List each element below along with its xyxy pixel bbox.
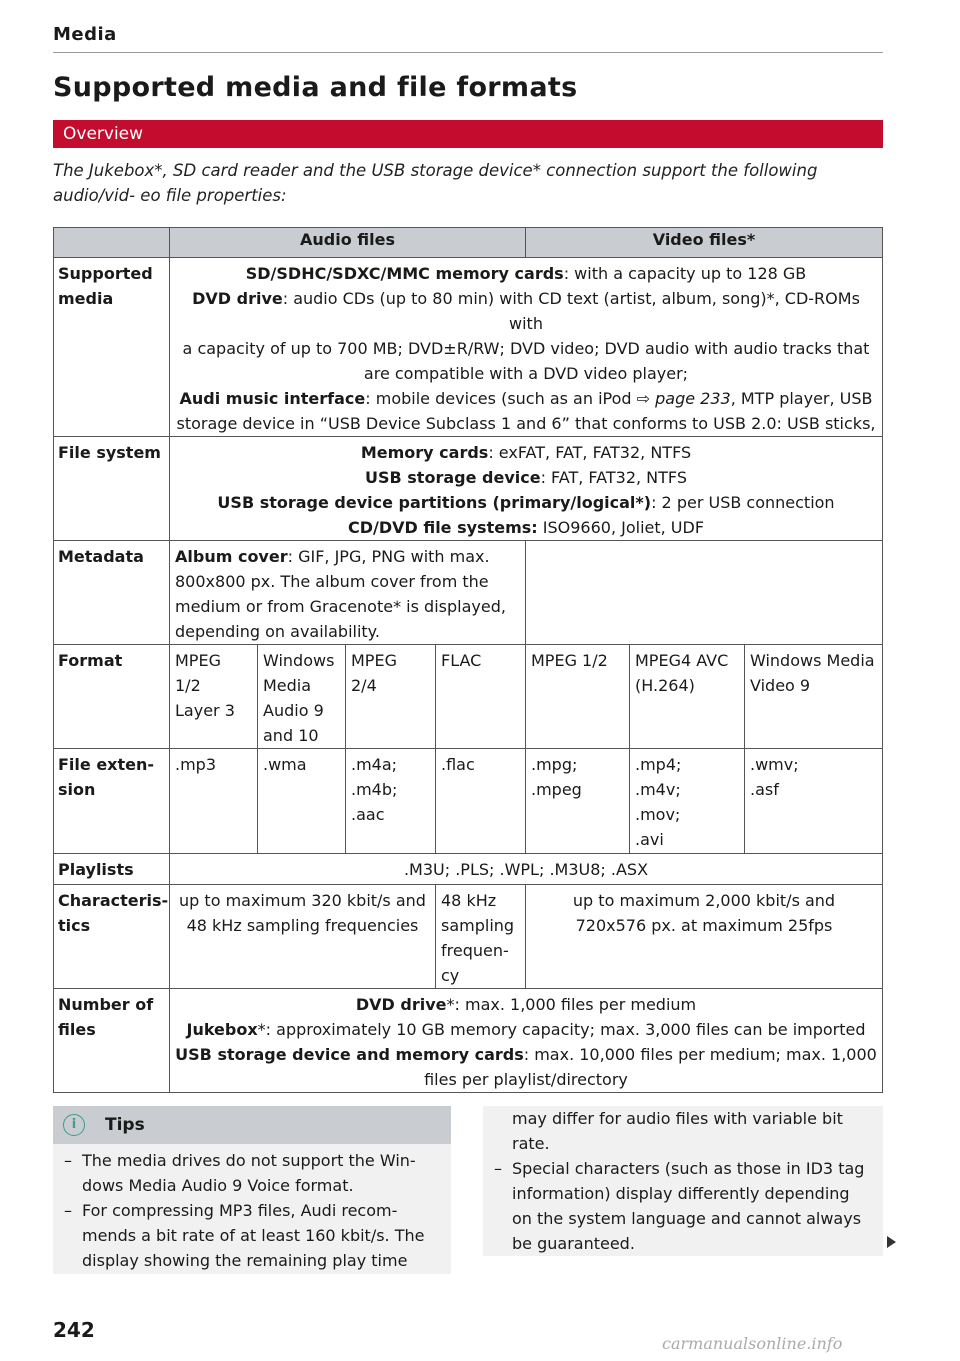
music-interface-line: storage device in “USB Device Subclass 1 and 6” that conforms to USB 2.0: USB sticks, bbox=[176, 414, 876, 433]
cell-line: MPEG bbox=[351, 651, 397, 670]
cell-line: 48 kHz bbox=[441, 891, 497, 910]
cell-line: and 10 bbox=[263, 726, 319, 745]
desc: : with a capacity up to 128 GB bbox=[563, 264, 807, 283]
meta-line bbox=[175, 544, 520, 569]
desc: *: max. 1,000 files per medium bbox=[446, 995, 697, 1014]
cell-line: up to maximum 320 kbit/s and bbox=[179, 891, 426, 910]
cell-line: .m4b; bbox=[351, 780, 398, 799]
tip-line: The media drives do not support the Win- bbox=[82, 1151, 416, 1170]
tips-title: Tips bbox=[105, 1115, 145, 1135]
cell-line: Windows Media bbox=[750, 651, 875, 670]
dvd-drive-line bbox=[175, 286, 877, 336]
info-icon: i bbox=[63, 1114, 85, 1136]
cell-line: 720x576 px. at maximum 25fps bbox=[575, 916, 833, 935]
desc: , MTP player, USB bbox=[730, 389, 873, 408]
row-label-format: Format bbox=[53, 645, 170, 749]
term: DVD drive bbox=[192, 289, 283, 308]
row-label-file-system: File system bbox=[53, 437, 170, 541]
page-title: Supported media and file formats bbox=[53, 72, 578, 103]
ext-mpeg bbox=[526, 749, 630, 854]
metadata-video-cell bbox=[526, 541, 883, 645]
dash: – bbox=[64, 1151, 72, 1170]
fs-line bbox=[175, 465, 877, 490]
fs-line bbox=[175, 515, 877, 540]
tip-item bbox=[53, 1198, 451, 1273]
desc: *: approximately 10 GB memory capacity; max. 3,000 files can be imported bbox=[257, 1020, 866, 1039]
formats-table bbox=[53, 227, 883, 1093]
cell-line: MPEG bbox=[175, 651, 221, 670]
cell-line: up to maximum 2,000 kbit/s and bbox=[572, 891, 836, 910]
row-label-file-extension bbox=[53, 749, 170, 854]
section-header: Media bbox=[53, 24, 117, 45]
desc: : max. 10,000 files per medium; max. 1,000 bbox=[523, 1045, 877, 1064]
format-mp3 bbox=[170, 645, 258, 749]
tips-header bbox=[53, 1106, 451, 1144]
tip-item bbox=[483, 1156, 883, 1256]
cell-line: 1/2 bbox=[175, 676, 201, 695]
video-files-header: Video files* bbox=[526, 227, 883, 258]
format-mpeg: MPEG 1/2 bbox=[526, 645, 630, 749]
row-label-number-of-files bbox=[53, 989, 170, 1093]
cell-line: Video 9 bbox=[750, 676, 811, 695]
music-interface-line bbox=[175, 386, 877, 411]
dash: – bbox=[494, 1159, 502, 1178]
label-line: Supported bbox=[58, 264, 153, 283]
nf-line bbox=[175, 992, 877, 1017]
cell-line: .avi bbox=[635, 830, 664, 849]
page-number: 242 bbox=[53, 1318, 95, 1342]
desc: : exFAT, FAT, FAT32, NTFS bbox=[488, 443, 692, 462]
tip-line: For compressing MP3 files, Audi recom- bbox=[82, 1201, 398, 1220]
term: Audi music interface bbox=[179, 389, 366, 408]
cell-line: .m4a; bbox=[351, 755, 398, 774]
format-wma bbox=[258, 645, 346, 749]
row-label-metadata: Metadata bbox=[53, 541, 170, 645]
term: USB storage device partitions (primary/logical*) bbox=[217, 493, 652, 512]
cell-line: Layer 3 bbox=[175, 701, 235, 720]
dash: – bbox=[64, 1201, 72, 1220]
cell-line: 48 kHz sampling frequencies bbox=[186, 916, 419, 935]
ext-avc bbox=[630, 749, 745, 854]
term: CD/DVD file systems: bbox=[347, 518, 538, 537]
format-aac bbox=[346, 645, 436, 749]
cell-line: .mp4; bbox=[635, 755, 682, 774]
dvd-drive-line: are compatible with a DVD video player; bbox=[363, 364, 689, 383]
desc: ISO9660, Joliet, UDF bbox=[537, 518, 705, 537]
term: DVD drive bbox=[355, 995, 447, 1014]
tip-line: may differ for audio files with variable bit bbox=[512, 1109, 843, 1128]
label-line: tics bbox=[58, 916, 91, 935]
format-flac: FLAC bbox=[436, 645, 526, 749]
term: Jukebox bbox=[186, 1020, 258, 1039]
tips-continued bbox=[483, 1106, 883, 1256]
cell-line: .mpg; bbox=[531, 755, 578, 774]
overview-bar bbox=[53, 120, 883, 148]
term: Album cover bbox=[175, 547, 288, 566]
overview-label: Overview bbox=[63, 124, 144, 144]
cell-line: .mov; bbox=[635, 805, 681, 824]
supported-media-cell bbox=[170, 258, 883, 437]
desc: : audio CDs (up to 80 min) with CD text (artist, album, song)*, CD-ROMs with bbox=[282, 289, 860, 333]
desc: : 2 per USB connection bbox=[651, 493, 835, 512]
ext-wma: .wma bbox=[258, 749, 346, 854]
tip-line: information) display differently depending bbox=[512, 1184, 850, 1203]
number-of-files-cell bbox=[170, 989, 883, 1093]
metadata-audio-cell bbox=[170, 541, 526, 645]
term: USB storage device bbox=[365, 468, 541, 487]
cell-line: sampling bbox=[441, 916, 515, 935]
nf-line bbox=[175, 1017, 877, 1042]
tip-line: display showing the remaining play time bbox=[82, 1251, 408, 1270]
label-line: Number of bbox=[58, 995, 154, 1014]
meta-line: medium or from Gracenote* is displayed, bbox=[175, 597, 506, 616]
row-label-characteristics bbox=[53, 885, 170, 989]
nf-line: files per playlist/directory bbox=[424, 1070, 628, 1089]
tip-item bbox=[53, 1148, 451, 1198]
fs-line bbox=[175, 490, 877, 515]
row-label-supported-media bbox=[53, 258, 170, 437]
ext-flac: .flac bbox=[436, 749, 526, 854]
audio-files-header: Audio files bbox=[170, 227, 526, 258]
cell-line: Audio 9 bbox=[263, 701, 324, 720]
cell-line: .m4v; bbox=[635, 780, 681, 799]
ext-aac bbox=[346, 749, 436, 854]
cell-line: Media bbox=[263, 676, 312, 695]
meta-line: depending on availability. bbox=[175, 622, 380, 641]
format-avc bbox=[630, 645, 745, 749]
desc: : mobile devices (such as an iPod bbox=[365, 389, 637, 408]
page-reference-link[interactable]: ⇨ page 233 bbox=[636, 389, 731, 408]
continue-arrow-icon bbox=[887, 1236, 896, 1248]
tip-line: be guaranteed. bbox=[512, 1234, 635, 1253]
nf-line bbox=[175, 1042, 877, 1067]
cell-line: frequen- bbox=[441, 941, 509, 960]
characteristics-video bbox=[526, 885, 883, 989]
tip-line: Special characters (such as those in ID3 tag bbox=[512, 1159, 865, 1178]
intro-text: The Jukebox*, SD card reader and the USB storage device* connection support the following audio/vid- eo file properties: bbox=[53, 161, 818, 205]
term: SD/SDHC/SDXC/MMC memory cards bbox=[245, 264, 564, 283]
term: USB storage device and memory cards bbox=[175, 1045, 524, 1064]
row-label-playlists: Playlists bbox=[53, 854, 170, 885]
tip-line: on the system language and cannot always bbox=[512, 1209, 862, 1228]
label-line: files bbox=[58, 1020, 96, 1039]
cell-line: Windows bbox=[263, 651, 335, 670]
cell-line: (H.264) bbox=[635, 676, 695, 695]
ext-mp3: .mp3 bbox=[170, 749, 258, 854]
memory-cards-line bbox=[175, 261, 877, 286]
ext-wmv bbox=[745, 749, 883, 854]
tip-line: dows Media Audio 9 Voice format. bbox=[82, 1176, 354, 1195]
label-line: sion bbox=[58, 780, 96, 799]
table-corner bbox=[53, 227, 170, 258]
tips-box bbox=[53, 1106, 451, 1274]
format-wmv bbox=[745, 645, 883, 749]
cell-line: 2/4 bbox=[351, 676, 377, 695]
label-line: Characteris- bbox=[58, 891, 169, 910]
cell-line: MPEG4 AVC bbox=[635, 651, 729, 670]
header-divider bbox=[53, 52, 883, 53]
cell-line: .asf bbox=[750, 780, 779, 799]
cell-line: .mpeg bbox=[531, 780, 582, 799]
cell-line: .aac bbox=[351, 805, 385, 824]
playlists-cell: .M3U; .PLS; .WPL; .M3U8; .ASX bbox=[170, 854, 883, 885]
cell-line: cy bbox=[441, 966, 460, 985]
characteristics-flac bbox=[436, 885, 526, 989]
tip-continuation bbox=[483, 1106, 883, 1156]
file-system-cell bbox=[170, 437, 883, 541]
label-line: media bbox=[58, 289, 114, 308]
watermark: carmanualsonline.info bbox=[662, 1334, 843, 1353]
desc: : GIF, JPG, PNG with max. bbox=[287, 547, 490, 566]
meta-line: 800x800 px. The album cover from the bbox=[175, 572, 489, 591]
dvd-drive-line: a capacity of up to 700 MB; DVD±R/RW; DVD video; DVD audio with audio tracks that bbox=[182, 339, 870, 358]
fs-line bbox=[175, 440, 877, 465]
cell-line: .wmv; bbox=[750, 755, 799, 774]
tip-line: rate. bbox=[512, 1134, 550, 1153]
tips-list bbox=[53, 1148, 451, 1273]
desc: : FAT, FAT32, NTFS bbox=[540, 468, 687, 487]
label-line: File exten- bbox=[58, 755, 155, 774]
characteristics-audio bbox=[170, 885, 436, 989]
tip-line: mends a bit rate of at least 160 kbit/s. The bbox=[82, 1226, 425, 1245]
term: Memory cards bbox=[360, 443, 489, 462]
